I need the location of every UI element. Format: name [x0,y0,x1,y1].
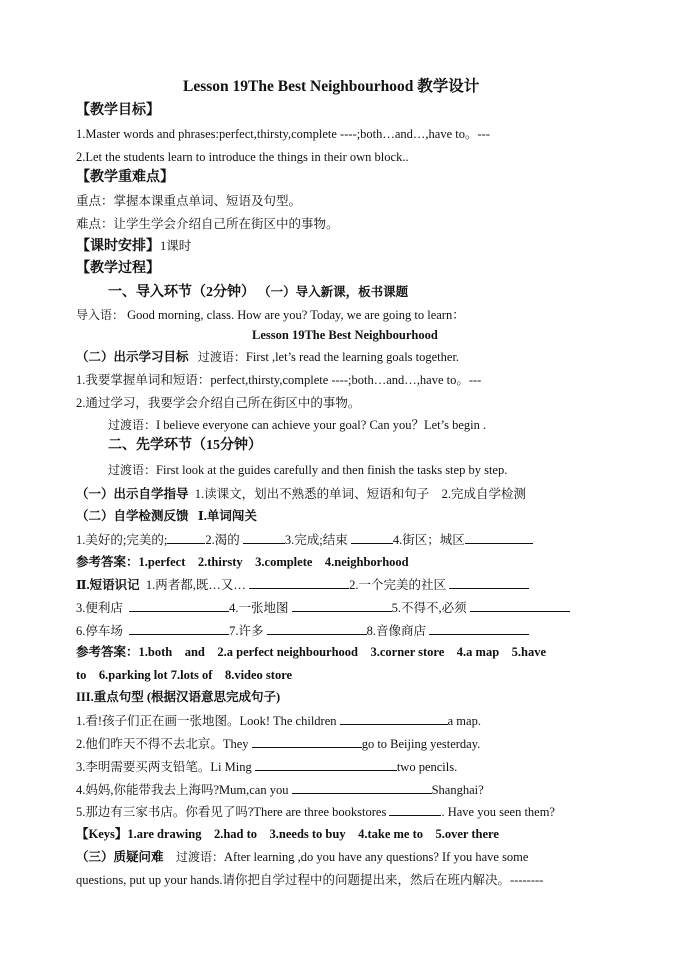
encourage-line [108,417,486,433]
word-blank [243,531,285,544]
sentence-blank [252,735,362,748]
phrases-line-1 [76,576,529,593]
goals-heading: 【教学目标】 [76,103,160,118]
words-answer-line [76,554,409,570]
transition-label: 过渡语： [108,463,157,477]
learning-goal-2: 2.通过学习，我要学会介绍自己所在街区中的事物。 [76,396,361,410]
intro-text: Good morning, class. How are you? Today, we are going to learn： [127,308,465,322]
schedule-line [76,238,191,255]
sentence-3 [76,758,457,775]
lesson-title: Lesson 19The Best Neighbourhood [252,328,438,342]
check-sub: Ⅰ.单词闯关 [197,509,257,523]
phrases-line-2 [76,599,570,616]
check-line [76,508,257,524]
sentence-4-end: Shanghai? [431,783,484,797]
sentence-2-text: 2.他们昨天不得不去北京。They [76,737,249,751]
words-answers: 1.perfect 2.thirsty 3.complete 4.neighborhood [138,555,409,569]
guide-heading: （一）出示自学指导 [76,487,189,501]
sentence-1-text: 1.看!孩子们正在画一张地图。Look! The children [76,714,337,728]
page-title: Lesson 19The Best Neighbourhood 教学设计 [183,78,480,95]
phrase-1: 1.两者都,既…又… [145,578,246,592]
sentence-blank [389,803,441,816]
learning-goals-line [76,349,459,365]
schedule-heading: 【课时安排】 [76,239,160,254]
keys-label: 【Keys】 [76,827,128,841]
phrase-3: 3.便利店 [76,601,123,615]
phrase-blank [129,622,229,635]
phrase-4: 4.一张地图 [229,601,289,615]
part2-transition-line [108,462,507,478]
part1-title: 一、导入环节（2分钟） [108,285,255,300]
phrase-5: 5.不得不,必须 [391,601,467,615]
guide-text: 1.读课文，划出不熟悉的单词、短语和句子 2.完成自学检测 [194,487,527,501]
part2-title: 二、先学环节（15分钟） [108,438,262,453]
phrase-blank [470,599,570,612]
sentence-1-end: a map. [447,714,481,728]
keys-text: 1.are drawing 2.had to 3.needs to buy 4.take me to 5.over there [127,827,499,841]
focus-text: 重点：掌握本课重点单词、短语及句型。 [76,194,302,208]
sentence-4-text: 4.妈妈,你能带我去上海吗?Mum,can you [76,783,289,797]
word-blank [465,531,533,544]
words-line [76,531,533,548]
goal-item-1: 1.Master words and phrases:perfect,thirsty,complete ----;both…and…,have to。--- [76,127,490,141]
sentence-5-end: . Have you seen them? [441,805,555,819]
word-4: 4.街区；城区 [392,533,465,547]
phrases-answer-line-1 [76,644,546,660]
phrase-blank [292,599,392,612]
part2-transition: First look at the guides carefully and then finish the tasks step by step. [156,463,508,477]
sentence-blank [292,781,432,794]
qa-line-1 [76,849,528,865]
schedule-value: 1课时 [160,239,192,253]
phrases-answer-label: 参考答案： [76,645,139,659]
sentence-5 [76,803,555,820]
goal-item-2: 2.Let the students learn to introduce the things in their own block.. [76,150,409,164]
phrases-heading: Ⅱ.短语识记 [76,578,140,592]
learning-goal-1: 1.我要掌握单词和短语：perfect,thirsty,complete ----;both…and…,have to。--- [76,373,482,387]
check-heading: （二）自学检测反馈 [76,509,189,523]
phrase-2: 2.一个完美的社区 [349,578,446,592]
process-heading: 【教学过程】 [76,261,160,276]
encourage-text: I believe everyone can achieve your goal? Can you？Let’s begin . [156,418,487,432]
part1-sub: （一）导入新课，板书课题 [258,285,409,299]
sentence-blank [340,712,448,725]
keys-line [76,826,499,842]
qa-text-1: After learning ,do you have any questions? If you have some [224,850,529,864]
transition-label: 过渡语： [108,418,157,432]
phrase-6: 6.停车场 [76,624,123,638]
word-blank [351,531,393,544]
phrase-8: 8.音像商店 [366,624,427,638]
word-blank [167,531,205,544]
phrases-answer-line-2: to 6.parking lot 7.lots of 8.video store [76,668,293,682]
words-answer-label: 参考答案： [76,555,139,569]
word-1: 1.美好的;完美的; [76,533,168,547]
sentence-1 [76,712,481,729]
word-3: 3.完成;结束 [284,533,348,547]
sentence-2-end: go to Beijing yesterday. [361,737,481,751]
sentence-3-text: 3.李明需要买两支铅笔。Li Ming [76,760,252,774]
part1-line [108,284,408,301]
learning-goals-heading: （二）出示学习目标 [76,350,189,364]
sentence-3-end: two pencils. [396,760,458,774]
transition-label: 过渡语： [176,850,225,864]
phrase-blank [429,622,529,635]
difficulty-text: 难点：让学生学会介绍自己所在街区中的事物。 [76,217,339,231]
sentences-heading: III.重点句型 (根据汉语意思完成句子) [76,690,281,704]
phrases-line-3 [76,622,529,639]
guide-line [76,486,526,502]
goals-transition: First ,let’s read the learning goals together. [245,350,460,364]
phrase-blank [249,576,349,589]
phrase-7: 7.许多 [229,624,264,638]
word-2: 2.渴的 [205,533,240,547]
sentence-4 [76,781,484,798]
sentence-5-text: 5.那边有三家书店。你看见了吗?There are three bookstores [76,805,387,819]
intro-label: 导入语： [76,308,125,322]
transition-label: 过渡语： [197,350,246,364]
phrase-blank [267,622,367,635]
sentence-blank [255,758,397,771]
intro-line [76,307,465,323]
phrase-blank [129,599,229,612]
key-points-heading: 【教学重难点】 [76,170,174,185]
sentence-2 [76,735,480,752]
qa-line-2: questions, put up your hands.请你把自学过程中的问题提出来，然后在班内解决。-------- [76,873,544,887]
phrases-answers-1: 1.both and 2.a perfect neighbourhood 3.corner store 4.a map 5.have [138,645,547,659]
phrase-blank [449,576,529,589]
qa-heading: （三）质疑问难 [76,850,164,864]
